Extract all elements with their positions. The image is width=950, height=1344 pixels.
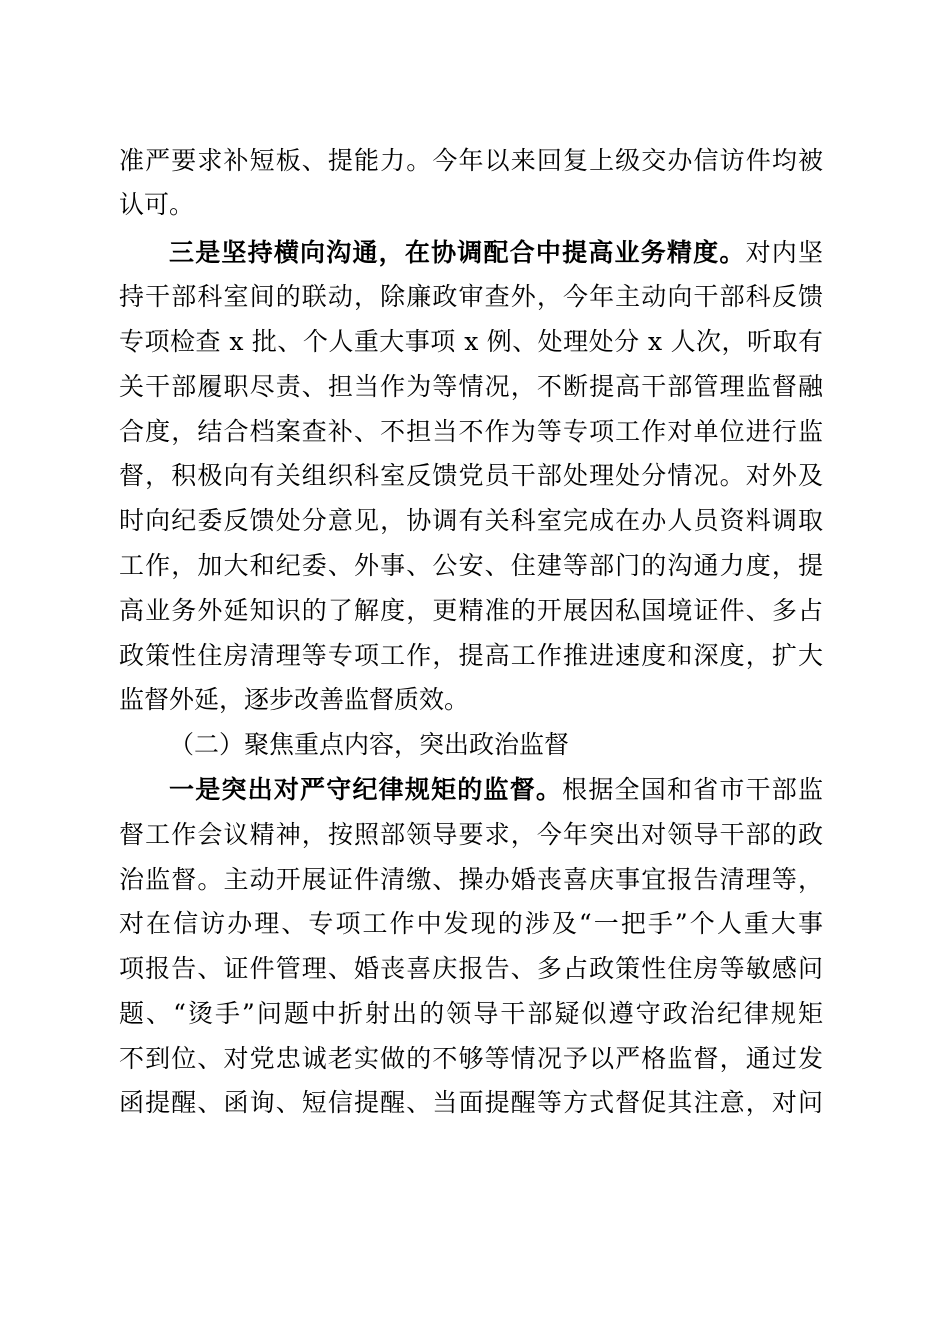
body-line: 督，积极向有关组织科室反馈党员干部处理处分情况。对外及 [119,461,823,490]
section-heading: （二）聚焦重点内容，突出政治监督 [169,730,570,759]
body-line: 题、“烫手”问题中折射出的领导干部疑似遵守政治纪律规矩 [119,999,823,1028]
body-line: 准严要求补短板、提能力。今年以来回复上级交办信访件均被 [119,146,823,175]
emphasis-lead: 三是坚持横向沟通，在协调配合中提高业务精度。 [169,238,746,267]
emphasis-lead: 一是突出对严守纪律规矩的监督。 [169,775,563,804]
body-line: 不到位、对党忠诚老实做的不够等情况予以严格监督，通过发 [119,1044,823,1073]
body-line: 认可。 [119,190,195,219]
paragraph-line [169,770,823,810]
body-line: 督工作会议精神，按照部领导要求，今年突出对领导干部的政 [119,820,823,849]
body-line: 专项检查 x 批、个人重大事项 x 例、处理处分 x 人次，听取有 [119,327,823,356]
body-line: 高业务外延知识的了解度，更精准的开展因私国境证件、多占 [119,596,823,625]
body-line: 关干部履职尽责、担当作为等情况，不断提高干部管理监督融 [119,372,823,401]
body-line: 函提醒、函询、短信提醒、当面提醒等方式督促其注意，对问 [119,1088,823,1117]
body-line: 监督外延，逐步改善监督质效。 [119,685,470,714]
body-line: 政策性住房清理等专项工作，提高工作推进速度和深度，扩大 [119,641,823,670]
body-line: 合度，结合档案查补、不担当不作为等专项工作对单位进行监 [119,417,823,446]
body-line: 持干部科室间的联动，除廉政审查外，今年主动向干部科反馈 [119,282,823,311]
paragraph-line [169,233,823,273]
body-text: 根据全国和省市干部监 [562,775,823,804]
body-text: 对内坚 [745,238,823,267]
body-line: 治监督。主动开展证件清缴、操办婚丧喜庆事宜报告清理等， [119,865,823,894]
body-line: 时向纪委反馈处分意见，协调有关科室完成在办人员资料调取 [119,506,823,535]
body-line: 工作，加大和纪委、外事、公安、住建等部门的沟通力度，提 [119,551,823,580]
body-line: 项报告、证件管理、婚丧喜庆报告、多占政策性住房等敏感问 [119,954,823,983]
body-line: 对在信访办理、专项工作中发现的涉及“一把手”个人重大事 [119,909,823,938]
